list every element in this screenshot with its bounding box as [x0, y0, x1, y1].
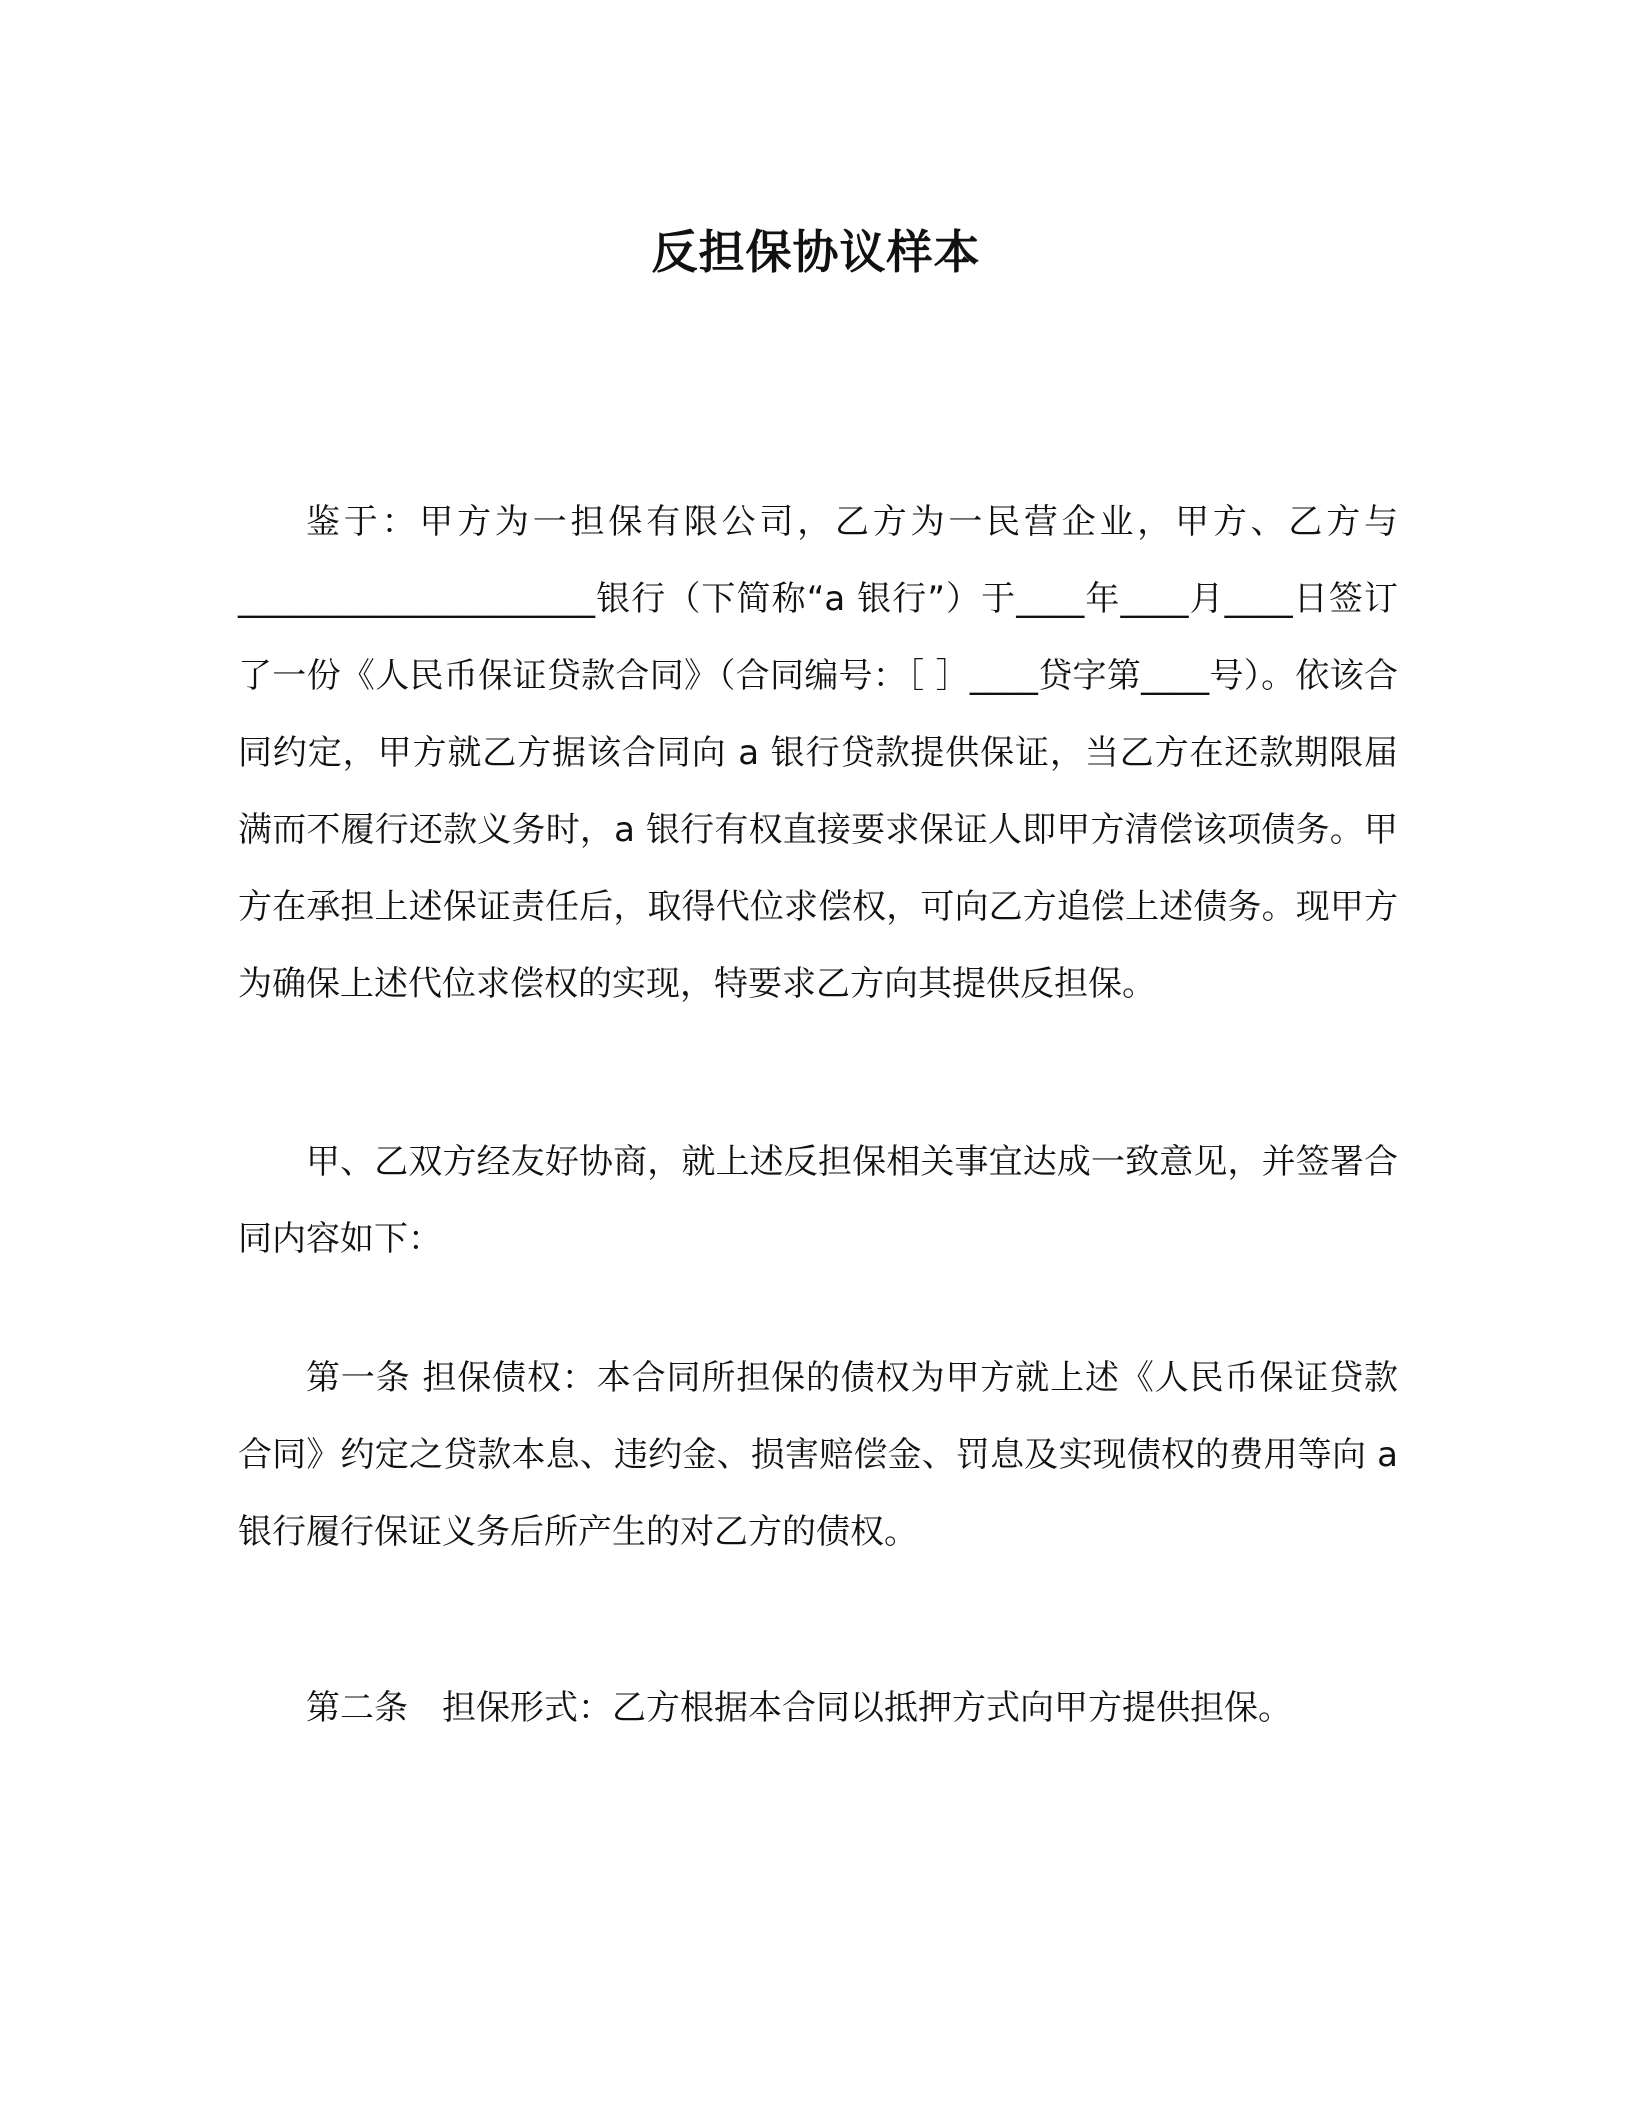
- article-1: [238, 1340, 1398, 1571]
- paragraph-text: 鉴于：甲方为一担保有限公司，乙方为一民营企业，甲方、乙方与_____________________银行（下简称“a 银行”）于____年____月____日签订了一份《人民币保证贷款合同》（合同编号：［ ］____贷字第____号）。依该合同约定，甲方就乙方据该合同向 a 银行贷款提供保证，当乙方在还款期限届满而不履行还款义务时，a 银行有权直接要求保证人即甲方清偿该项债务。甲方在承担上述保证责任后，取得代位求偿权，可向乙方追偿上述债务。现甲方为确保上述代位求偿权的实现，特要求乙方向其提供反担保。: [238, 502, 1398, 1004]
- paragraph-text: 第二条 担保形式：乙方根据本合同以抵押方式向甲方提供担保。: [306, 1688, 1292, 1728]
- paragraph-recitals: [238, 484, 1398, 1023]
- paragraph-agreement: [238, 1124, 1398, 1278]
- paragraph-text: 第一条 担保债权：本合同所担保的债权为甲方就上述《人民币保证贷款合同》约定之贷款本息、违约金、损害赔偿金、罚息及实现债权的费用等向 a 银行履行保证义务后所产生的对乙方的债权。: [238, 1358, 1398, 1552]
- paragraph-text: 甲、乙双方经友好协商，就上述反担保相关事宜达成一致意见，并签署合同内容如下：: [238, 1142, 1398, 1259]
- article-2: [238, 1670, 1398, 1747]
- document-title: 反担保协议样本: [651, 225, 981, 279]
